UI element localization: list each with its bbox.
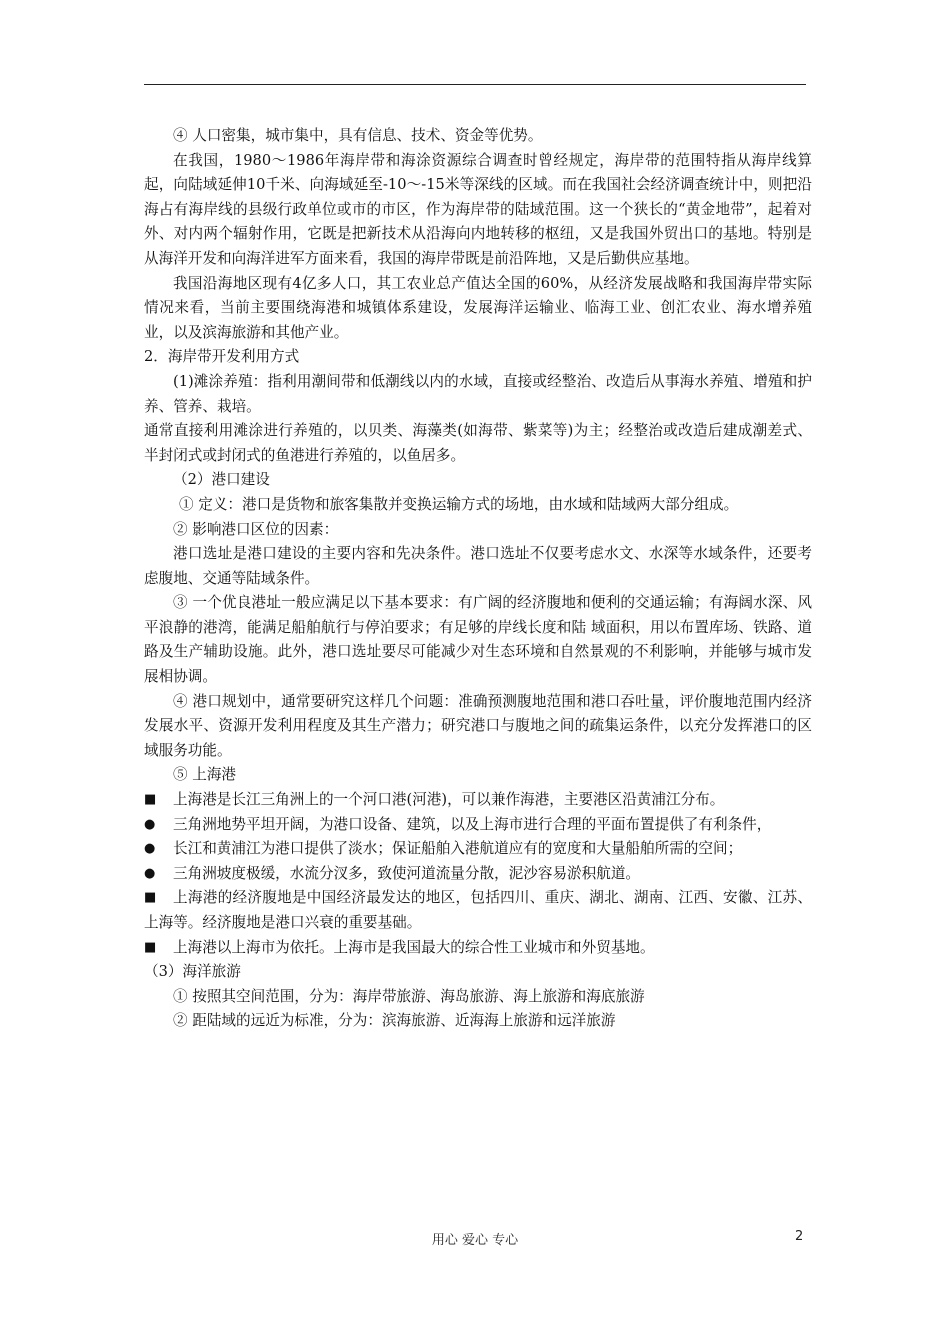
paragraph-port-requirements: ③ 一个优良港址一般应满足以下基本要求：有广阔的经济腹地和便利的交通运输；有海阔水深、风平浪静的港湾，能满足船舶航行与停泊要求；有足够的岸线长度和陆 域面积，用以布置库场、铁路、道路及生产辅助设施。此外，港口选址要尽可能减少对生态环境和自然景观的不利影响，并能够与城市发展相协调。	[144, 594, 812, 686]
circle-bullet-icon: ●	[144, 816, 156, 832]
bullet-text: 上海港是长江三角洲上的一个河口港(河港)，可以兼作海港，主要港区沿黄浦江分布。	[173, 791, 725, 809]
square-bullet-icon: ■	[144, 792, 157, 808]
paragraph-port-planning: ④ 港口规划中，通常要研究这样几个问题：准确预测腹地范围和港口吞吐量，评价腹地范围内经济发展水平、资源开发利用程度及其生产潜力；研究港口与腹地之间的疏集运条件，以充分发挥港口的区域服务功能。	[144, 692, 812, 759]
bullet-item	[144, 837, 812, 862]
subheading-port-construction: （2）港口建设	[173, 471, 270, 489]
section-heading-2: 2．海岸带开发利用方式	[144, 348, 300, 366]
square-bullet-icon: ■	[144, 939, 157, 955]
item-tourism-by-space: ① 按照其空间范围，分为：海岸带旅游、海岛旅游、海上旅游和海底旅游	[173, 987, 645, 1005]
item-shanghai-port: ⑤ 上海港	[173, 766, 237, 784]
paragraph-point-4: ④ 人口密集，城市集中，具有信息、技术、资金等优势。	[173, 127, 543, 144]
item-tourism-by-distance: ② 距陆域的远近为标准，分为：滨海旅游、近海海上旅游和远洋旅游	[173, 1012, 616, 1030]
paragraph-coastal-population: 我国沿海地区现有4亿多人口，其工农业总产值达全国的60%，从经济发展战略和我国海岸带实际情况来看，当前主要围绕海港和城镇体系建设，发展海洋运输业、临海工业、创汇农业、海水增养殖业，以及滨海旅游和其他产业。	[144, 274, 812, 341]
paragraph-port-site-selection: 港口选址是港口建设的主要内容和先决条件。港口选址不仅要考虑水文、水深等水域条件，还要考虑腹地、交通等陆域条件。	[144, 545, 812, 587]
bullet-item	[144, 936, 812, 961]
bullet-text: 上海港的经济腹地是中国经济最发达的地区，包括四川、重庆、湖北、湖南、江西、安徽、江苏、上海等。经济腹地是港口兴衰的重要基础。	[144, 889, 812, 931]
paragraph-tidal-flat-aquaculture: (1)滩涂养殖：指利用潮间带和低潮线以内的水域，直接或经整治、改造后从事海水养殖、增殖和护养、管养、栽培。	[144, 372, 812, 415]
bullet-text: 三角洲地势平坦开阔，为港口设备、建筑，以及上海市进行合理的平面布置提供了有利条件，	[173, 815, 772, 833]
bullet-item	[144, 862, 812, 887]
bullet-text: 长江和黄浦江为港口提供了淡水；保证船舶入港航道应有的宽度和大量船舶所需的空间；	[173, 840, 743, 858]
square-bullet-icon: ■	[144, 890, 157, 906]
subheading-marine-tourism: （3）海洋旅游	[144, 963, 241, 981]
circle-bullet-icon: ●	[144, 865, 156, 881]
page-number: 2	[795, 1229, 804, 1244]
item-port-definition: ① 定义：港口是货物和旅客集散并变换运输方式的场地，由水域和陆域两大部分组成。	[179, 495, 739, 513]
bullet-text: 上海港以上海市为依托。上海市是我国最大的综合性工业城市和外贸基地。	[173, 938, 655, 956]
header-rule	[144, 84, 806, 85]
bullet-item	[144, 886, 812, 935]
paragraph-tidal-flat-detail: 通常直接利用滩涂进行养殖的，以贝类、海藻类(如海带、紫菜等)为主；经整治或改造后建成潮差式、半封闭式或封闭式的鱼港进行养殖的，以鱼居多。	[144, 422, 812, 464]
document-body	[144, 124, 812, 1034]
paragraph-coastal-zone-definition: 在我国，1980～1986年海岸带和海涂资源综合调查时曾经规定，海岸带的范围特指从海岸线算起，向陆域延伸10千米、向海域延至-10～-15米等深线的区域。而在我国社会经济调查统计中，则把沿海占有海岸线的县级行政单位或市的市区，作为海岸带的陆域范围。这一个狭长的“黄金地带”，起着对外、对内两个辐射作用，它既是把新技术从沿海向内地转移的枢纽，又是我国外贸出口的基地。特别是从海洋开发和向海洋进军方面来看，我国的海岸带既是前沿阵地，又是后勤供应基地。	[144, 151, 812, 267]
bullet-item	[144, 813, 812, 838]
circle-bullet-icon: ●	[144, 841, 156, 857]
bullet-text: 三角洲坡度极缓，水流分汊多，致使河道流量分散，泥沙容易淤积航道。	[173, 864, 641, 882]
item-port-location-factors: ② 影响港口区位的因素：	[173, 520, 339, 538]
bullet-item	[144, 788, 812, 813]
footer-slogan: 用心 爱心 专心	[431, 1233, 519, 1248]
